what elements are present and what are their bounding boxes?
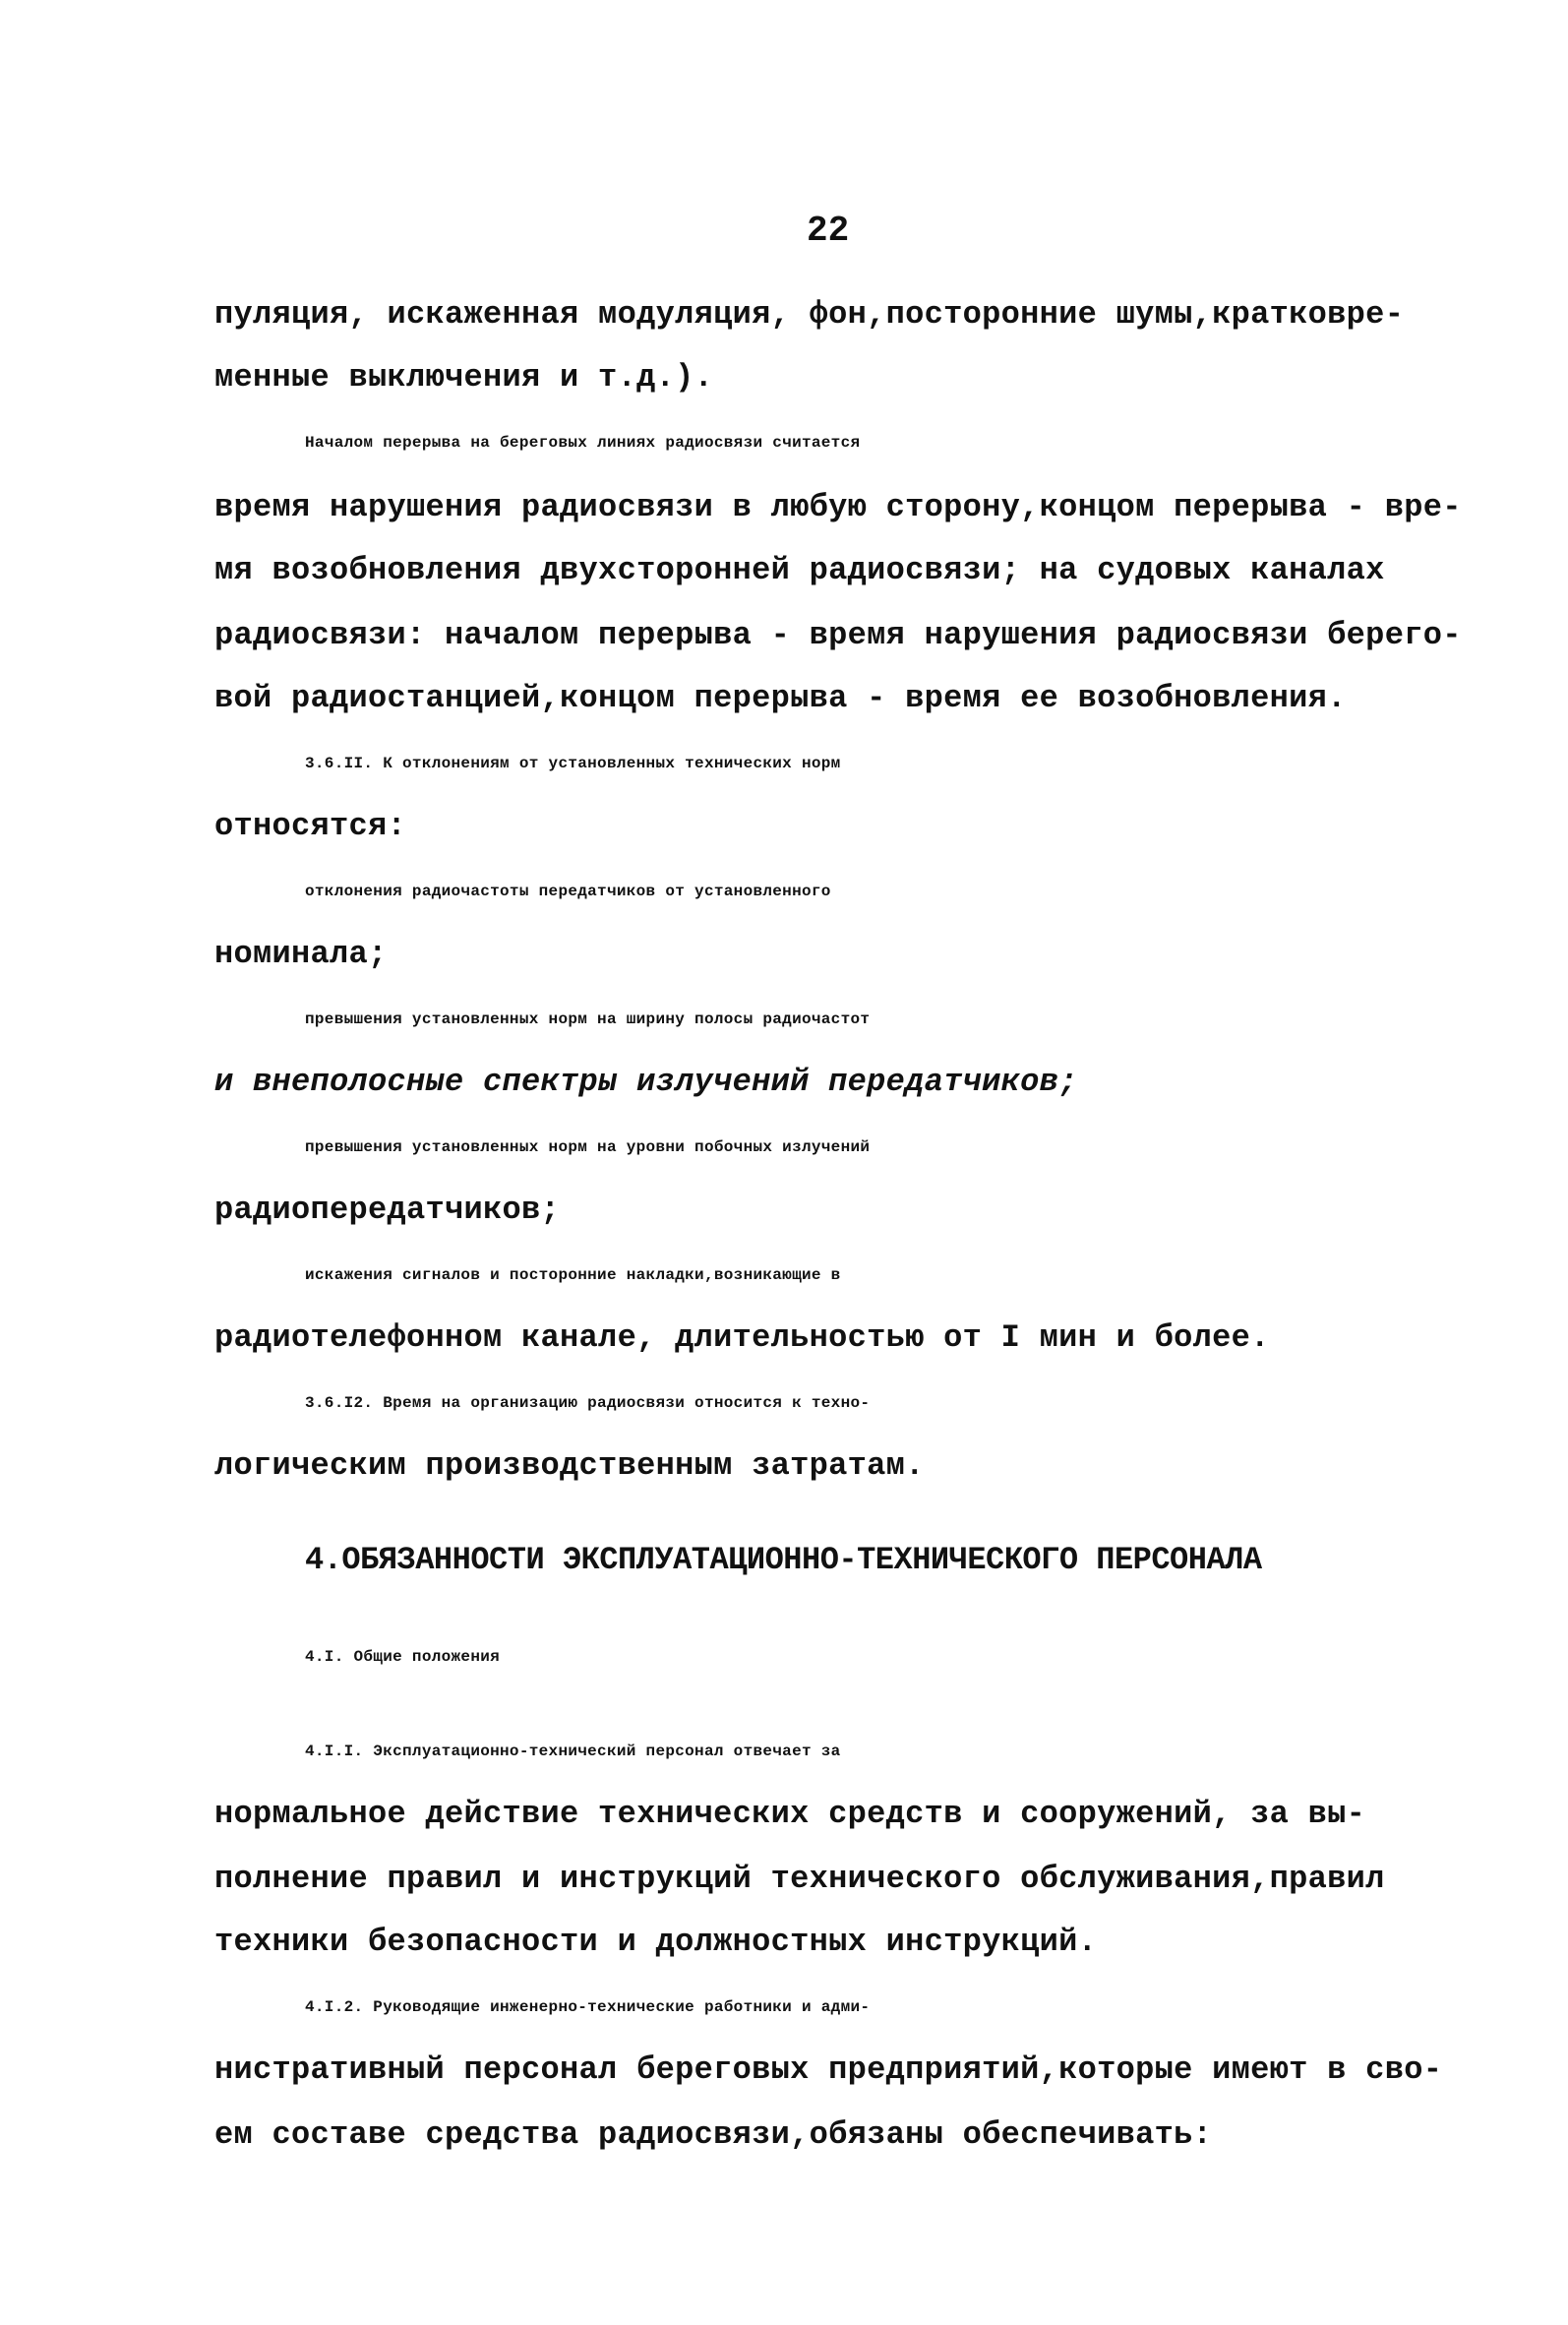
text-line: радиосвязи: началом перерыва - время нарушения радиосвязи берего- (214, 617, 1462, 653)
text-line: превышения установленных норм на ширину полосы радиочастот (305, 1010, 871, 1028)
text-line: мя возобновления двухсторонней радиосвязи; на судовых каналах (214, 552, 1385, 588)
text-line: превышения установленных норм на уровни побочных излучений (305, 1138, 871, 1156)
text-line: логическим производственным затратам. (214, 1447, 925, 1484)
text-line: нистративный персонал береговых предприятий,которые имеют в сво- (214, 2051, 1443, 2088)
text-line: ем составе средства радиосвязи,обязаны обеспечивать: (214, 2116, 1213, 2153)
page-number: 22 (807, 211, 850, 251)
text-line: 3.6.I2. Время на организацию радиосвязи относится к техно- (305, 1394, 871, 1412)
text-line: менные выключения и т.д.). (214, 359, 714, 396)
section-heading: 4.ОБЯЗАННОСТИ ЭКСПЛУАТАЦИОННО-ТЕХНИЧЕСКОГО ПЕРСОНАЛА (305, 1542, 1262, 1578)
text-line: радиопередатчиков; (214, 1192, 561, 1228)
text-line: полнение правил и инструкций технического обслуживания,правил (214, 1861, 1385, 1897)
text-line: 4.I.I. Эксплуатационно-технический персонал отвечает за (305, 1743, 841, 1760)
text-line: относятся: (214, 808, 407, 844)
text-line: Началом перерыва на береговых линиях радиосвязи считается (305, 434, 861, 452)
text-line: время нарушения радиосвязи в любую сторону,концом перерыва - вре- (214, 489, 1462, 525)
text-line: вой радиостанцией,концом перерыва - время ее возобновления. (214, 680, 1347, 716)
text-line: нормальное действие технических средств и сооружений, за вы- (214, 1796, 1366, 1832)
text-line: техники безопасности и должностных инструкций. (214, 1924, 1098, 1960)
text-line: отклонения радиочастоты передатчиков от установленного (305, 883, 831, 900)
text-line: радиотелефонном канале, длительностью от I мин и более. (214, 1319, 1270, 1356)
text-line: и внеполосные спектры излучений передатчиков; (214, 1064, 1078, 1100)
text-line: 4.I. Общие положения (305, 1648, 501, 1666)
text-line: номинала; (214, 936, 388, 972)
text-line: искажения сигналов и посторонние накладки,возникающие в (305, 1266, 841, 1284)
text-line: пуляция, искаженная модуляция, фон,посторонние шумы,кратковре- (214, 296, 1405, 333)
text-line: 3.6.II. К отклонениям от установленных технических норм (305, 755, 841, 772)
text-line: 4.I.2. Руководящие инженерно-технические работники и адми- (305, 1998, 871, 2016)
